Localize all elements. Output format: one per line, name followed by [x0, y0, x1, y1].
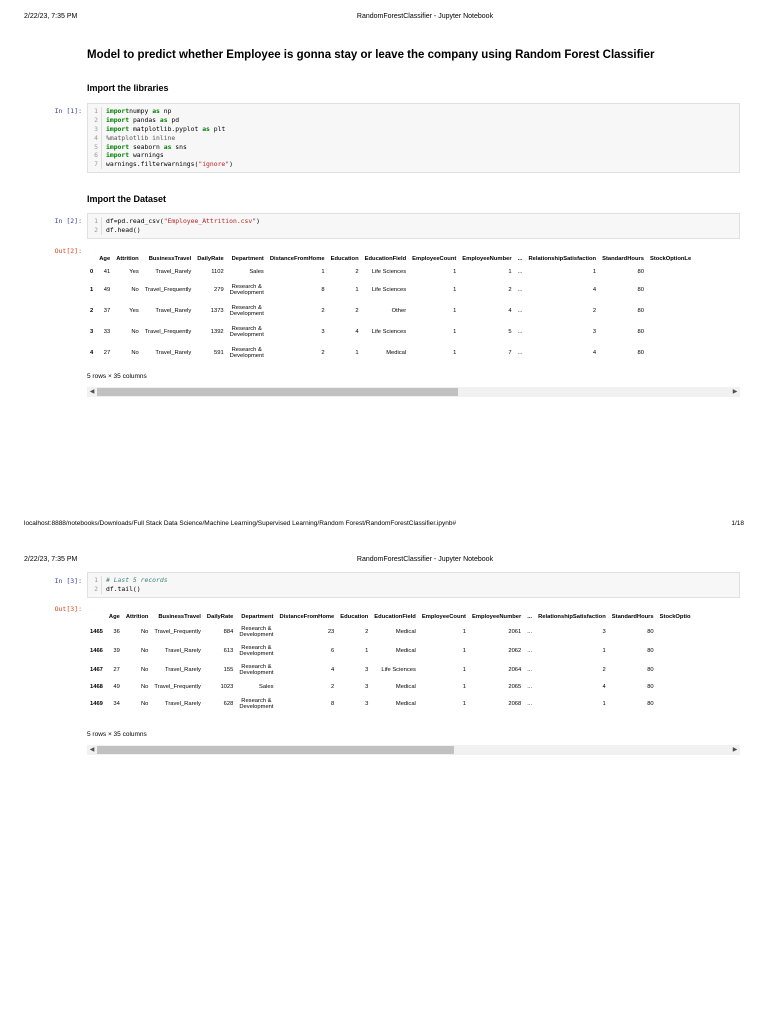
table-cell: 1 — [462, 684, 466, 690]
table-cell — [657, 623, 694, 641]
column-header: EducationField — [364, 256, 407, 262]
scroll-thumb[interactable] — [97, 746, 454, 754]
section-import-dataset: Import the Dataset — [87, 194, 167, 204]
column-header: EmployeeNumber — [462, 256, 512, 262]
table-cell: 1392 — [210, 329, 224, 335]
line-number: 3 — [88, 125, 102, 134]
table-cell: 1 — [462, 667, 466, 673]
table-cell: Research & Development — [229, 304, 264, 317]
print-title-2: RandomForestClassifier - Jupyter Notebook — [356, 556, 494, 563]
table-row — [87, 679, 694, 695]
table-cell: 1 — [462, 701, 466, 707]
column-header: Age — [99, 256, 111, 262]
table-cell: 2 — [355, 308, 359, 314]
code-line — [88, 143, 739, 152]
column-header: EmployeeCount — [412, 256, 457, 262]
table-cell: 2 — [602, 667, 606, 673]
table-cell: 1 — [453, 287, 457, 293]
table-cell: Travel_Rarely — [165, 701, 201, 707]
code-text: import matplotlib.pyplot as plt — [106, 124, 226, 133]
table-cell: ... — [527, 667, 533, 673]
table-cell: Medical — [395, 684, 416, 690]
out2-rowcount: 5 rows × 35 columns — [87, 373, 147, 380]
table-cell: 3 — [321, 329, 325, 335]
table-cell: 1 — [453, 350, 457, 356]
cell1-prompt: In [1]: — [54, 107, 82, 115]
line-number: 1 — [88, 576, 102, 585]
column-header: StockOptio — [659, 614, 691, 620]
column-header: Age — [108, 614, 120, 620]
dataframe-table — [87, 611, 694, 713]
table-cell: 1 — [602, 648, 606, 654]
table-header-row — [87, 253, 694, 265]
table-cell: 2064 — [508, 667, 522, 673]
table-cell: 80 — [647, 629, 654, 635]
table-cell: 3 — [365, 701, 369, 707]
out2-prompt: Out[2]: — [54, 247, 82, 255]
table-cell: Research & Development — [229, 325, 264, 338]
table-cell: 4 — [592, 287, 597, 293]
scroll-thumb[interactable] — [97, 388, 458, 396]
code-text: %matplotlib inline — [106, 133, 176, 142]
table-cell — [647, 279, 694, 301]
table-cell: 2 — [355, 269, 359, 275]
table-cell: 23 — [327, 629, 335, 635]
table-cell: Travel_Frequently — [154, 684, 201, 690]
dataframe-table — [87, 253, 694, 363]
table-cell: 1 — [453, 329, 457, 335]
table-cell: 36 — [113, 629, 120, 635]
table-cell: 80 — [647, 667, 654, 673]
line-number: 7 — [88, 160, 102, 169]
table-cell: 6 — [331, 648, 335, 654]
table-cell: 34 — [113, 701, 120, 707]
scroll-left-icon[interactable]: ◀ — [89, 389, 95, 395]
code-line — [88, 151, 739, 160]
table-cell: 1 — [365, 648, 369, 654]
table-cell: 1 — [355, 350, 359, 356]
table-cell: No — [140, 684, 149, 690]
table-cell: Life Sciences — [371, 269, 407, 275]
column-header: BusinessTravel — [158, 614, 201, 620]
table-cell: Other — [391, 308, 407, 314]
column-header: BusinessTravel — [148, 256, 192, 262]
out2-scrollbar[interactable] — [87, 387, 740, 397]
print-title: RandomForestClassifier - Jupyter Notebook — [356, 13, 494, 20]
table-cell: No — [131, 287, 139, 293]
code-text: warnings.filterwarnings("ignore") — [106, 160, 233, 169]
table-cell: 2 — [331, 684, 335, 690]
table-row — [87, 623, 694, 641]
column-header: EmployeeCount — [421, 614, 466, 620]
table-cell: Travel_Rarely — [155, 269, 192, 275]
table-cell: 3 — [365, 684, 369, 690]
table-cell: 37 — [103, 308, 111, 314]
table-cell: 4 — [592, 350, 597, 356]
table-cell: Travel_Frequently — [154, 629, 201, 635]
table-cell: 1 — [321, 269, 325, 275]
table-cell: Medical — [395, 648, 416, 654]
scroll-right-icon[interactable]: ▶ — [732, 747, 738, 753]
code-text: df=pd.read_csv("Employee_Attrition.csv") — [106, 217, 260, 225]
print-date-2: 2/22/23, 7:35 PM — [24, 556, 78, 563]
scroll-left-icon[interactable]: ◀ — [89, 747, 95, 753]
code-text: import pandas as pd — [106, 115, 180, 124]
column-header: EducationField — [374, 614, 416, 620]
table-cell: 80 — [637, 269, 644, 275]
table-cell: Travel_Rarely — [155, 308, 192, 314]
table-cell: 4 — [331, 667, 335, 673]
code-text: # Last 5 records — [106, 576, 168, 584]
table-cell: 3 — [592, 329, 597, 335]
table-cell: ... — [527, 648, 533, 654]
line-number: 2 — [88, 116, 102, 125]
column-header: RelationshipSatisfaction — [528, 256, 597, 262]
column-header: Department — [231, 256, 264, 262]
table-cell: Travel_Rarely — [165, 667, 201, 673]
column-header: ... — [517, 256, 523, 262]
line-number: 6 — [88, 151, 102, 160]
table-cell: 2068 — [508, 701, 522, 707]
table-cell: 2062 — [508, 648, 522, 654]
row-index: 2 — [90, 308, 94, 314]
dataframe-head — [87, 253, 740, 363]
table-cell: ... — [527, 701, 533, 707]
table-cell: 1 — [462, 648, 466, 654]
table-cell: 1 — [602, 701, 606, 707]
table-cell — [647, 343, 694, 363]
table-cell: 279 — [214, 287, 224, 293]
table-cell: 80 — [637, 308, 644, 314]
code-line — [88, 134, 739, 143]
code-line — [88, 576, 739, 585]
table-cell: Life Sciences — [381, 667, 416, 673]
table-row — [87, 641, 694, 661]
table-cell: 1 — [453, 269, 457, 275]
column-header — [87, 611, 106, 623]
table-cell: Travel_Frequently — [144, 287, 192, 293]
table-cell — [647, 301, 694, 321]
table-row — [87, 321, 694, 343]
table-cell: 2 — [365, 629, 369, 635]
table-cell — [657, 695, 694, 713]
scroll-right-icon[interactable]: ▶ — [732, 389, 738, 395]
table-row — [87, 343, 694, 363]
code-line — [88, 125, 739, 134]
table-cell: Sales — [249, 269, 264, 275]
table-cell: 884 — [223, 629, 234, 635]
row-index: 4 — [90, 350, 94, 356]
code-line — [88, 116, 739, 125]
print-header — [0, 13, 768, 27]
column-header: StandardHours — [611, 614, 654, 620]
code-text: import warnings — [106, 151, 164, 160]
table-row — [87, 279, 694, 301]
table-cell: 2065 — [508, 684, 522, 690]
column-header: Department — [241, 614, 274, 620]
table-cell: Medical — [395, 701, 416, 707]
code-cell-2[interactable] — [87, 213, 740, 239]
table-cell: 8 — [321, 287, 325, 293]
table-cell: 27 — [113, 667, 120, 673]
notebook-heading: Model to predict whether Employee is gonna stay or leave the company using Random Forest Classifier — [87, 49, 655, 61]
table-header-row — [87, 611, 694, 623]
cell2-prompt: In [2]: — [54, 217, 82, 225]
column-header: StandardHours — [602, 256, 644, 262]
column-header: DistanceFromHome — [269, 256, 325, 262]
table-cell: Travel_Rarely — [155, 350, 192, 356]
table-cell: ... — [517, 308, 523, 314]
table-cell: 49 — [113, 684, 120, 690]
table-cell: Medical — [395, 629, 416, 635]
out3-scrollbar[interactable] — [87, 745, 740, 755]
code-text: import seaborn as sns — [106, 142, 187, 151]
table-cell: Sales — [258, 684, 274, 690]
print-header-2 — [0, 556, 768, 570]
row-index: 0 — [90, 269, 94, 275]
column-header: StockOptionLe — [649, 256, 692, 262]
code-text: importnumpy as np — [106, 107, 172, 115]
table-cell: No — [131, 329, 139, 335]
row-index: 1467 — [90, 667, 103, 673]
code-line — [88, 160, 739, 169]
table-cell: 1373 — [210, 308, 224, 314]
table-cell: 1 — [355, 287, 359, 293]
column-header: DistanceFromHome — [279, 614, 335, 620]
column-header: ... — [527, 614, 533, 620]
column-header: Attrition — [116, 256, 139, 262]
table-cell: Yes — [129, 308, 139, 314]
table-cell: No — [140, 629, 149, 635]
column-header — [87, 253, 96, 265]
table-cell: 1 — [453, 308, 457, 314]
table-cell: Research & Development — [239, 697, 274, 710]
table-cell: ... — [527, 684, 533, 690]
table-cell — [657, 679, 694, 695]
column-header: Education — [340, 614, 369, 620]
table-row — [87, 265, 694, 279]
table-cell: 2 — [321, 308, 325, 314]
table-cell: 7 — [508, 350, 512, 356]
out3-rowcount: 5 rows × 35 columns — [87, 731, 147, 738]
table-cell: 8 — [331, 701, 335, 707]
table-row — [87, 301, 694, 321]
table-cell: 27 — [103, 350, 111, 356]
table-cell: 628 — [223, 701, 234, 707]
column-header: DailyRate — [197, 256, 224, 262]
row-index: 1469 — [90, 701, 103, 707]
table-cell: 33 — [103, 329, 111, 335]
out3-prompt: Out[3]: — [54, 605, 82, 613]
line-number: 2 — [88, 585, 102, 594]
table-cell: Research & Development — [229, 283, 264, 296]
column-header: EmployeeNumber — [471, 614, 522, 620]
table-cell: 1 — [462, 629, 466, 635]
table-cell: Research & Development — [239, 663, 274, 676]
table-cell: ... — [517, 269, 523, 275]
row-index: 1466 — [90, 648, 103, 654]
table-cell: No — [140, 667, 149, 673]
table-cell: 49 — [103, 287, 111, 293]
column-header: Attrition — [125, 614, 149, 620]
code-line — [88, 107, 739, 116]
section-import-libraries: Import the libraries — [87, 83, 169, 93]
table-cell: 80 — [637, 329, 644, 335]
line-number: 5 — [88, 143, 102, 152]
table-cell: 4 — [602, 684, 606, 690]
column-header: DailyRate — [206, 614, 234, 620]
table-cell — [657, 641, 694, 661]
page-number: 1/18 — [731, 520, 744, 527]
table-cell: 1 — [592, 269, 597, 275]
table-cell: 4 — [355, 329, 359, 335]
line-number: 2 — [88, 226, 102, 235]
table-cell: 613 — [223, 648, 234, 654]
table-cell: 41 — [103, 269, 111, 275]
table-cell: 1 — [508, 269, 512, 275]
code-text: df.head() — [106, 225, 141, 234]
table-cell: ... — [517, 329, 523, 335]
table-cell: 2 — [592, 308, 597, 314]
column-header: RelationshipSatisfaction — [538, 614, 606, 620]
table-cell: Research & Development — [239, 644, 274, 657]
table-cell: 1023 — [220, 684, 234, 690]
line-number: 4 — [88, 134, 102, 143]
cell3-prompt: In [3]: — [54, 577, 82, 585]
code-line — [88, 585, 739, 594]
table-cell: Life Sciences — [371, 287, 407, 293]
table-cell: 80 — [647, 684, 654, 690]
table-cell: 155 — [223, 667, 234, 673]
column-header: Education — [330, 256, 359, 262]
table-cell: 80 — [637, 287, 644, 293]
table-cell — [647, 265, 694, 279]
table-cell: 1102 — [211, 269, 224, 275]
table-cell: 2 — [508, 287, 512, 293]
table-cell: 39 — [113, 648, 120, 654]
table-cell: No — [140, 648, 149, 654]
table-cell: 4 — [508, 308, 512, 314]
row-index: 3 — [90, 329, 94, 335]
table-cell: ... — [517, 350, 523, 356]
code-cell-1[interactable] — [87, 103, 740, 173]
table-cell: 80 — [647, 701, 654, 707]
table-cell: Travel_Rarely — [165, 648, 201, 654]
table-row — [87, 695, 694, 713]
table-cell: Yes — [129, 269, 139, 275]
table-cell: Medical — [386, 350, 407, 356]
line-number: 1 — [88, 107, 102, 116]
dataframe-tail — [87, 611, 740, 713]
table-cell: No — [140, 701, 149, 707]
line-number: 1 — [88, 217, 102, 226]
table-cell: Research & Development — [229, 346, 264, 359]
table-cell: 80 — [637, 350, 644, 356]
code-text: df.tail() — [106, 584, 141, 593]
row-index: 1468 — [90, 684, 103, 690]
table-cell: ... — [517, 287, 523, 293]
table-cell: 3 — [602, 629, 606, 635]
row-index: 1 — [90, 287, 94, 293]
table-cell: 80 — [647, 648, 654, 654]
table-cell: 2061 — [508, 629, 522, 635]
code-line — [88, 226, 739, 235]
print-date: 2/22/23, 7:35 PM — [24, 13, 78, 20]
table-cell — [657, 661, 694, 679]
table-cell: 3 — [365, 667, 369, 673]
table-cell: Travel_Frequently — [144, 329, 192, 335]
code-cell-3[interactable] — [87, 572, 740, 598]
code-line — [88, 217, 739, 226]
table-cell: 2 — [321, 350, 325, 356]
table-cell: Life Sciences — [371, 329, 407, 335]
row-index: 1465 — [90, 629, 103, 635]
table-cell: 5 — [508, 329, 512, 335]
table-cell: Research & Development — [239, 625, 274, 638]
table-cell: 591 — [214, 350, 224, 356]
table-cell: No — [131, 350, 139, 356]
table-cell: ... — [527, 629, 533, 635]
table-row — [87, 661, 694, 679]
page-url: localhost:8888/notebooks/Downloads/Full Stack Data Science/Machine Learning/Supervised Learning/Random Forest/RandomForestClassifier.ipynb# — [24, 520, 457, 527]
table-cell — [647, 321, 694, 343]
